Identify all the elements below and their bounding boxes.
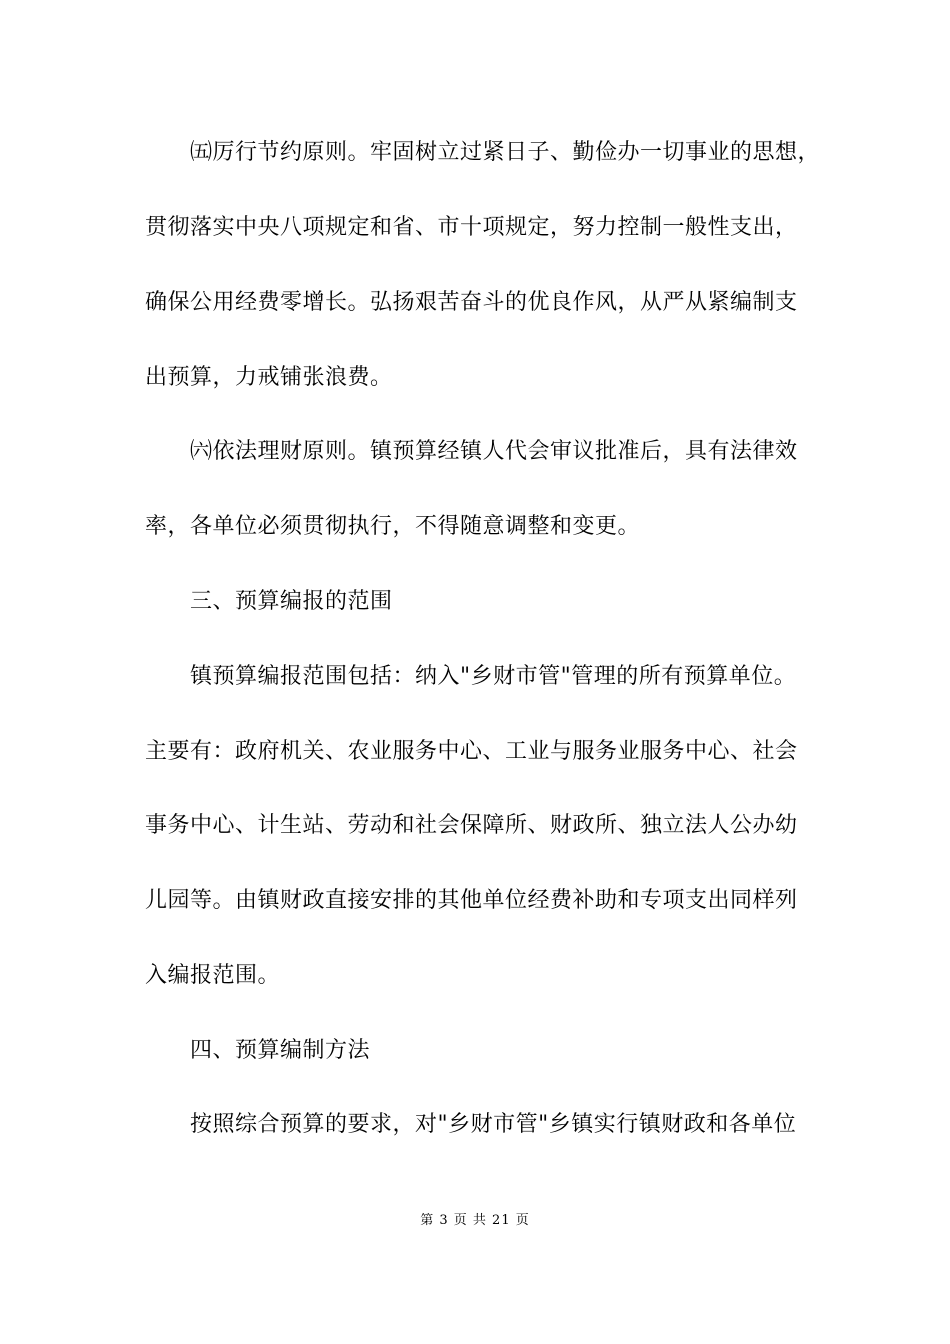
method-paragraph-line-1: 按照综合预算的要求，对"乡财市管"乡镇实行镇财政和各单位 [190, 1112, 797, 1137]
scope-paragraph-line-5: 入编报范围。 [145, 963, 281, 988]
paragraph-5-line-1: ㈤厉行节约原则。牢固树立过紧日子、勤俭办一切事业的思想， [190, 140, 821, 165]
section-heading-3: 三、预算编报的范围 [190, 589, 393, 614]
scope-paragraph-line-1: 镇预算编报范围包括：纳入"乡财市管"管理的所有预算单位。 [190, 664, 797, 689]
scope-paragraph-line-2: 主要有：政府机关、农业服务中心、工业与服务业服务中心、社会 [145, 739, 798, 764]
paragraph-5-line-4: 出预算，力戒铺张浪费。 [145, 365, 393, 390]
section-heading-4: 四、预算编制方法 [190, 1038, 371, 1063]
scope-paragraph-line-3: 事务中心、计生站、劳动和社会保障所、财政所、独立法人公办幼 [145, 813, 798, 838]
paragraph-6-line-2: 率，各单位必须贯彻执行，不得随意调整和变更。 [145, 514, 641, 539]
scope-paragraph-line-4: 儿园等。由镇财政直接安排的其他单位经费补助和专项支出同样列 [145, 888, 798, 913]
page-footer: 第 3 页 共 21 页 [420, 1213, 530, 1228]
paragraph-5-line-3: 确保公用经费零增长。弘扬艰苦奋斗的优良作风，从严从紧编制支 [145, 290, 798, 315]
paragraph-6-line-1: ㈥依法理财原则。镇预算经镇人代会审议批准后，具有法律效 [190, 439, 798, 464]
paragraph-5-line-2: 贯彻落实中央八项规定和省、市十项规定，努力控制一般性支出， [145, 215, 798, 240]
